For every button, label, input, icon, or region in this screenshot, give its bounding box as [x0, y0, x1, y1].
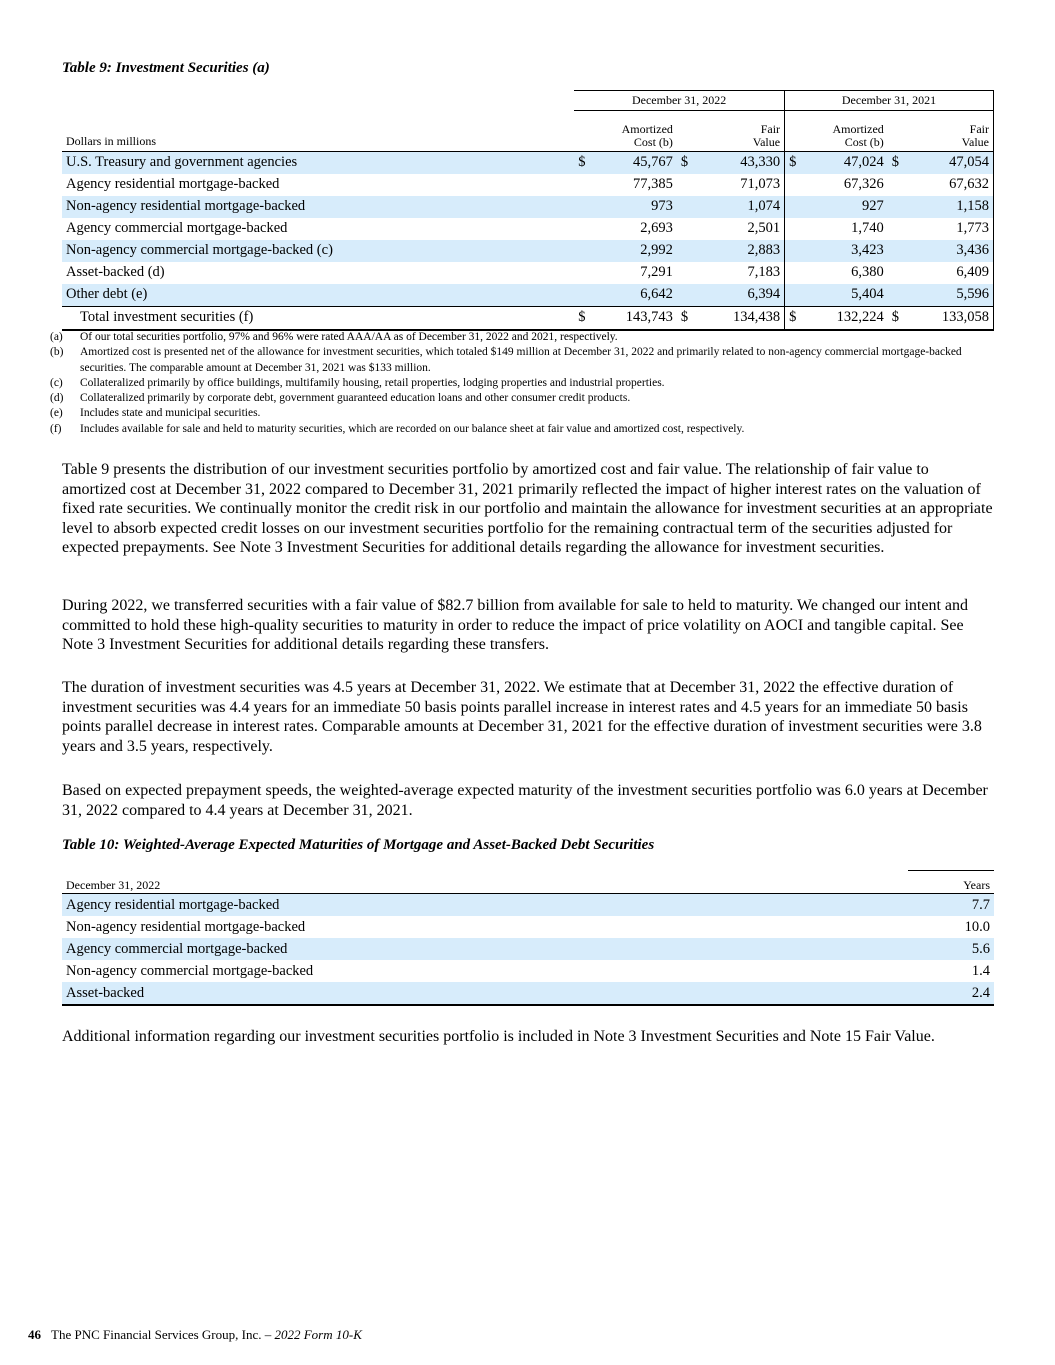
period-2021-header: December 31, 2021 — [785, 91, 994, 111]
fair-value-2022-header: Fair Value — [677, 111, 785, 152]
company-name: The PNC Financial Services Group, Inc. – — [51, 1327, 275, 1342]
paragraph-2: During 2022, we transferred securities with a fair value of $82.7 billion from available for sale to held to maturity. We changed our intent and committed to hold these high-quality securities to maturity in order to reduce the impact of price volatility on AOCI and tangible capital. See Note 3 Investment Securities for additional details regarding these transfers. — [62, 597, 968, 654]
row-label: Non-agency commercial mortgage-backed (c) — [62, 240, 574, 262]
dollar-sign — [574, 284, 589, 307]
date-header: December 31, 2022 — [62, 871, 908, 894]
amortized-cost-2022-header: Amortized Cost (b) — [574, 111, 677, 152]
amortized-cost-2022: 7,291 — [640, 264, 673, 280]
dollar-sign: $ — [888, 306, 903, 330]
table10-header-row — [62, 871, 994, 894]
dollar-sign: $ — [574, 306, 589, 330]
column-header-row — [62, 111, 994, 152]
footnote — [50, 422, 994, 437]
fair-value-2022: 6,394 — [692, 284, 784, 307]
table9-title: Table 9: Investment Securities (a) — [62, 60, 270, 76]
dollar-sign — [677, 284, 692, 307]
dollar-sign — [574, 218, 589, 240]
footnote-mark: (e) — [50, 407, 63, 420]
footnote — [50, 376, 994, 391]
amortized-cost-2022: 77,385 — [633, 176, 673, 192]
table9-footnotes — [50, 330, 994, 437]
table-row — [62, 938, 994, 960]
row-label: Agency residential mortgage-backed — [62, 894, 908, 917]
footnote — [50, 391, 994, 406]
footnote — [50, 330, 994, 345]
dollar-sign — [785, 262, 801, 284]
expected-maturities-table — [62, 870, 994, 1006]
dollar-sign — [785, 284, 801, 307]
row-label: Agency residential mortgage-backed — [66, 176, 280, 192]
years-value: 10.0 — [964, 918, 990, 935]
fair-value-2021-header: Fair Value — [888, 111, 994, 152]
amortized-cost-2021: 67,326 — [843, 176, 884, 192]
paragraph-4: Based on expected prepayment speeds, the weighted-average expected maturity of the investment securities portfolio was 6.0 years at December 31, 2022 compared to 4.4 years at December 31, 2021. — [62, 782, 988, 819]
row-label: U.S. Treasury and government agencies — [62, 151, 574, 174]
table-row — [62, 894, 994, 917]
table-row — [62, 151, 994, 174]
footnote-mark: (b) — [50, 346, 64, 359]
footnote-mark: (c) — [50, 376, 63, 389]
fair-value-2021: 1,158 — [903, 196, 993, 218]
footnote-mark: (a) — [50, 331, 63, 343]
footnote-mark: (d) — [50, 392, 64, 405]
footnote-mark: (f) — [50, 422, 62, 435]
fair-value-2022: 2,883 — [692, 240, 784, 262]
total-fair-2021: 133,058 — [903, 306, 993, 330]
total-fair-2022: 134,438 — [692, 306, 784, 330]
dollar-sign — [785, 240, 801, 262]
table10-title: Table 10: Weighted-Average Expected Maturities of Mortgage and Asset-Backed Debt Securities — [62, 837, 655, 853]
fair-value-2021: 47,054 — [903, 151, 993, 174]
dollar-sign — [677, 218, 692, 240]
dollar-sign: $ — [785, 306, 801, 330]
page-footer — [28, 1327, 362, 1343]
dollar-sign — [888, 196, 903, 218]
amortized-cost-2021: 1,740 — [851, 220, 884, 236]
paragraph-3: The duration of investment securities was 4.5 years at December 31, 2022. We estimate that at December 31, 2022 the effective duration of investment securities was 4.4 years for an immediate 50 basis points parallel increase in interest rates and 4.5 years for an immediate 50 basis points parallel decrease in interest rates. Comparable amounts at December 31, 2021 for the effective duration of investment securities were 3.8 years and 3.5 years, respectively. — [62, 679, 982, 755]
period-2022-header: December 31, 2022 — [574, 91, 784, 111]
years-value: 5.6 — [908, 938, 994, 960]
dollar-sign — [888, 218, 903, 240]
table-row — [62, 262, 994, 284]
amortized-cost-2021: 47,024 — [800, 151, 887, 174]
dollar-sign — [574, 174, 589, 196]
years-value: 1.4 — [971, 962, 990, 979]
table-row — [62, 196, 994, 218]
dollar-sign — [785, 174, 801, 196]
dollar-sign: $ — [574, 151, 589, 174]
page-number: 46 — [28, 1327, 41, 1342]
fair-value-2021: 6,409 — [903, 262, 993, 284]
form-name: 2022 Form 10-K — [274, 1327, 362, 1342]
footnote — [50, 406, 994, 421]
footnote-text: Collateralized primarily by corporate debt, government guaranteed education loans and other consumer credit products. — [80, 392, 631, 405]
dollar-sign — [785, 218, 801, 240]
total-amortized-2022: 143,743 — [589, 306, 676, 330]
dollar-sign: $ — [785, 151, 801, 174]
footnote — [50, 345, 994, 376]
amortized-cost-2021: 5,404 — [800, 284, 887, 307]
footnote-text: Amortized cost is presented net of the allowance for investment securities, which totaled $149 million at December 31, 2022 and primarily related to non-agency commercial mortgage-backed securities. The comparable amount at December 31, 2021 was $133 million. — [80, 346, 962, 374]
total-row — [62, 306, 994, 330]
dollar-sign — [574, 240, 589, 262]
dollar-sign — [677, 240, 692, 262]
footnote-text: Collateralized primarily by office buildings, multifamily housing, retail properties, lodging properties and industrial properties. — [80, 376, 665, 389]
row-label: Asset-backed (d) — [66, 264, 165, 280]
dollar-sign — [888, 262, 903, 284]
fair-value-2022: 71,073 — [740, 176, 781, 192]
years-value: 7.7 — [908, 894, 994, 917]
amortized-cost-2021: 927 — [800, 196, 887, 218]
dollar-sign — [888, 284, 903, 307]
table-row — [62, 174, 994, 196]
footnote-text: Of our total securities portfolio, 97% and 96% were rated AAA/AA as of December 31, 2022 and 2021, respectively. — [80, 331, 618, 343]
table-row — [62, 916, 994, 938]
total-amortized-2021: 132,224 — [800, 306, 887, 330]
row-label: Non-agency residential mortgage-backed — [62, 196, 574, 218]
table-row — [62, 240, 994, 262]
paragraph-1: Table 9 presents the distribution of our investment securities portfolio by amortized cost and fair value. The relationship of fair value to amortized cost at December 31, 2022 compared to December 31, 2021 primarily reflected the impact of higher interest rates on the valuation of fixed rate securities. We continually monitor the credit risk in our portfolio and maintain the allowance for investment securities at an appropriate level to absorb expected credit losses on our investment securities portfolio for the remaining contractual term of the securities adjusted for expected prepayments. See Note 3 Investment Securities for additional details regarding the allowance for investment securities. — [62, 461, 993, 557]
fair-value-2021: 1,773 — [903, 218, 993, 240]
dollar-sign: $ — [677, 151, 692, 174]
dollar-sign — [677, 196, 692, 218]
dollar-sign — [888, 174, 903, 196]
row-label: Non-agency residential mortgage-backed — [66, 918, 306, 935]
dollar-sign — [677, 174, 692, 196]
amortized-cost-2022: 2,992 — [589, 240, 676, 262]
footnote-text: Includes available for sale and held to maturity securities, which are recorded on our balance sheet at fair value and amortized cost, respectively. — [80, 422, 745, 435]
fair-value-2021: 67,632 — [903, 174, 993, 196]
fair-value-2022: 1,074 — [692, 196, 784, 218]
fair-value-2022: 43,330 — [692, 151, 784, 174]
fair-value-2021: 3,436 — [903, 240, 993, 262]
period-header-row — [62, 91, 994, 111]
amortized-cost-2022: 45,767 — [589, 151, 676, 174]
amortized-cost-2021-header: Amortized Cost (b) — [785, 111, 888, 152]
row-label: Agency commercial mortgage-backed — [66, 220, 288, 236]
investment-securities-table — [62, 90, 994, 331]
amortized-cost-2021: 3,423 — [800, 240, 887, 262]
fair-value-2022: 2,501 — [747, 220, 781, 236]
row-label: Other debt (e) — [62, 284, 574, 307]
amortized-cost-2022: 2,693 — [640, 220, 673, 236]
amortized-cost-2022: 973 — [589, 196, 676, 218]
amortized-cost-2022: 6,642 — [589, 284, 676, 307]
table-row — [62, 982, 994, 1005]
dollar-sign — [677, 262, 692, 284]
total-label: Total investment securities (f) — [62, 306, 574, 330]
footnote-text: Includes state and municipal securities. — [80, 407, 261, 420]
row-label: Asset-backed — [62, 982, 908, 1005]
dollar-sign — [574, 196, 589, 218]
years-value: 2.4 — [908, 982, 994, 1005]
table-row — [62, 960, 994, 982]
dollar-sign: $ — [677, 306, 692, 330]
amortized-cost-2021: 6,380 — [851, 264, 884, 280]
fair-value-2021: 5,596 — [903, 284, 993, 307]
row-label: Non-agency commercial mortgage-backed — [66, 962, 314, 979]
dollar-sign — [574, 262, 589, 284]
table-row — [62, 218, 994, 240]
paragraph-5: Additional information regarding our investment securities portfolio is included in Note 3 Investment Securities and Note 15 Fair Value. — [62, 1028, 935, 1045]
dollar-sign — [785, 196, 801, 218]
units-label: Dollars in millions — [62, 111, 574, 152]
table-row — [62, 284, 994, 307]
years-header: Years — [908, 871, 994, 894]
dollar-sign: $ — [888, 151, 903, 174]
row-label: Agency commercial mortgage-backed — [62, 938, 908, 960]
dollar-sign — [888, 240, 903, 262]
fair-value-2022: 7,183 — [747, 264, 781, 280]
